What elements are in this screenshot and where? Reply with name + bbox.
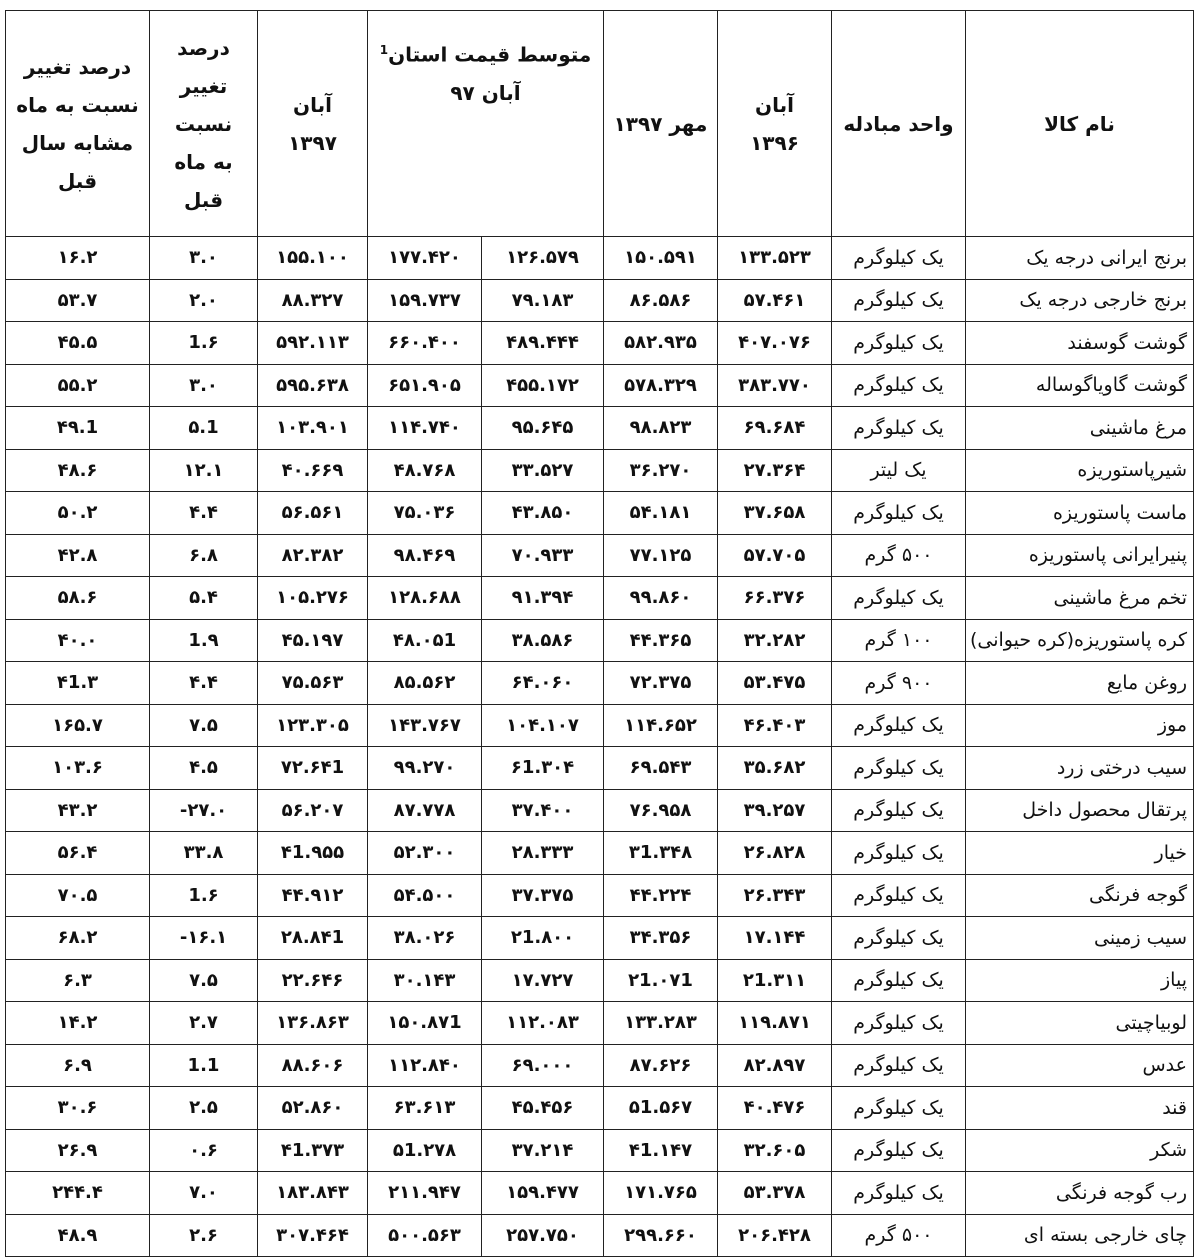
header-aban96 — [718, 11, 832, 237]
cell-name: سیب زمینی — [966, 917, 1194, 960]
header-pct-prev-line1: درصد — [177, 35, 230, 60]
cell-name: پرتقال محصول داخل — [966, 789, 1194, 832]
cell-mehr97: ۸۶.۵۸۶ — [604, 279, 718, 322]
cell-pct-prev: ۴.۴ — [150, 492, 258, 535]
cell-aban96: ۱۱۹.۸۷۱ — [718, 1002, 832, 1045]
cell-avg-high: ۷۵.۰۳۶ — [368, 492, 482, 535]
cell-pct-year: ۲۶.۹ — [6, 1129, 150, 1172]
cell-name: گوجه فرنگی — [966, 874, 1194, 917]
cell-pct-year: ۲۴۴.۴ — [6, 1172, 150, 1215]
cell-mehr97: ۳۴.۳۵۶ — [604, 917, 718, 960]
cell-avg-low: ۱۰۴.۱۰۷ — [482, 704, 604, 747]
cell-unit: یک کیلوگرم — [832, 1172, 966, 1215]
header-avg-title-text: متوسط قیمت استان — [388, 42, 592, 67]
cell-aban97: ۴۵.۱۹۷ — [258, 619, 368, 662]
cell-avg-low: ۶۴.۰۶۰ — [482, 662, 604, 705]
cell-aban97: ۵۹۵.۶۳۸ — [258, 364, 368, 407]
header-pct-prev-line3: نسبت — [174, 111, 233, 136]
cell-mehr97: ۱۷۱.۷۶۵ — [604, 1172, 718, 1215]
cell-aban96: ۶۹.۶۸۴ — [718, 407, 832, 450]
table-row — [6, 534, 1194, 577]
cell-pct-year: ۴۳.۲ — [6, 789, 150, 832]
cell-avg-high: ۱۱۲.۸۴۰ — [368, 1044, 482, 1087]
cell-aban96: ۲۶.۳۴۳ — [718, 874, 832, 917]
cell-pct-prev: ۷.۰ — [150, 1172, 258, 1215]
cell-name: عدس — [966, 1044, 1194, 1087]
cell-pct-year: ۴1.۳ — [6, 662, 150, 705]
cell-pct-prev: ۲.۵ — [150, 1087, 258, 1130]
table-header — [6, 11, 1194, 237]
cell-mehr97: ۴۴.۳۶۵ — [604, 619, 718, 662]
cell-aban96: ۲۰۶.۴۲۸ — [718, 1214, 832, 1257]
cell-unit: یک کیلوگرم — [832, 1087, 966, 1130]
cell-aban97: ۵۹۲.۱۱۳ — [258, 322, 368, 365]
cell-aban97: ۱۳۶.۸۶۳ — [258, 1002, 368, 1045]
cell-unit: یک کیلوگرم — [832, 832, 966, 875]
cell-mehr97: ۹۸.۸۲۳ — [604, 407, 718, 450]
cell-avg-low: ۴۵.۴۵۶ — [482, 1087, 604, 1130]
cell-aban97: ۷۲.۶۴1 — [258, 747, 368, 790]
cell-unit: یک کیلوگرم — [832, 874, 966, 917]
cell-aban96: ۳۹.۲۵۷ — [718, 789, 832, 832]
cell-pct-prev: ۱۲.۱ — [150, 449, 258, 492]
table-row — [6, 1172, 1194, 1215]
header-pct-year-line3: مشابه سال — [21, 130, 134, 155]
cell-pct-prev: ۴.۵ — [150, 747, 258, 790]
cell-avg-high: ۵۴.۵۰۰ — [368, 874, 482, 917]
cell-pct-year: ۱۰۳.۶ — [6, 747, 150, 790]
cell-aban97: ۱۲۳.۳۰۵ — [258, 704, 368, 747]
table-row — [6, 874, 1194, 917]
cell-pct-prev: ۲۷.۰- — [150, 789, 258, 832]
cell-aban97: ۱۰۵.۲۷۶ — [258, 577, 368, 620]
cell-unit: ۵۰۰ گرم — [832, 534, 966, 577]
cell-unit: یک کیلوگرم — [832, 492, 966, 535]
table-row — [6, 704, 1194, 747]
cell-pct-prev: ۲.۷ — [150, 1002, 258, 1045]
cell-pct-prev: ۲.۶ — [150, 1214, 258, 1257]
cell-name: برنج ایرانی درجه یک — [966, 237, 1194, 280]
table-row — [6, 279, 1194, 322]
cell-avg-low: ۶1.۳۰۴ — [482, 747, 604, 790]
table-row — [6, 364, 1194, 407]
cell-pct-year: ۳۰.۶ — [6, 1087, 150, 1130]
cell-pct-year: ۱۶۵.۷ — [6, 704, 150, 747]
cell-name: گوشت گاوياگوساله — [966, 364, 1194, 407]
cell-name: کره پاستوریزه(کره حیوانی) — [966, 619, 1194, 662]
header-aban97-month: آبان — [293, 92, 332, 117]
cell-aban97: ۲۲.۶۴۶ — [258, 959, 368, 1002]
cell-aban96: ۵۳.۳۷۸ — [718, 1172, 832, 1215]
cell-mehr97: ۱۵۰.۵۹۱ — [604, 237, 718, 280]
header-aban97 — [258, 11, 368, 237]
cell-aban97: ۴۰.۶۶۹ — [258, 449, 368, 492]
cell-pct-year: ۴۸.۶ — [6, 449, 150, 492]
cell-avg-high: ۱۵۹.۷۳۷ — [368, 279, 482, 322]
cell-avg-low: ۳۸.۵۸۶ — [482, 619, 604, 662]
cell-unit: یک کیلوگرم — [832, 747, 966, 790]
cell-mehr97: ۸۷.۶۲۶ — [604, 1044, 718, 1087]
header-aban96-month: آبان — [755, 92, 794, 117]
cell-unit: یک کیلوگرم — [832, 704, 966, 747]
price-table — [5, 10, 1194, 1257]
cell-avg-low: ۴۵۵.۱۷۲ — [482, 364, 604, 407]
cell-unit: یک کیلوگرم — [832, 1044, 966, 1087]
cell-unit: ۹۰۰ گرم — [832, 662, 966, 705]
table-row — [6, 449, 1194, 492]
cell-pct-prev: 1.۶ — [150, 874, 258, 917]
cell-avg-low: ۳۳.۵۲۷ — [482, 449, 604, 492]
cell-aban96: ۳۵.۶۸۲ — [718, 747, 832, 790]
cell-mehr97: ۱۳۳.۲۸۳ — [604, 1002, 718, 1045]
cell-unit: یک کیلوگرم — [832, 364, 966, 407]
cell-pct-prev: ۵.۴ — [150, 577, 258, 620]
cell-mehr97: ۲1.۰۷1 — [604, 959, 718, 1002]
cell-avg-low: ۳۷.۴۰۰ — [482, 789, 604, 832]
cell-unit: یک کیلوگرم — [832, 279, 966, 322]
cell-pct-year: ۶.۳ — [6, 959, 150, 1002]
cell-avg-high: ۴۸.۰۵1 — [368, 619, 482, 662]
header-avg-title — [374, 31, 597, 74]
cell-pct-year: ۴۰.۰ — [6, 619, 150, 662]
cell-unit: ۱۰۰ گرم — [832, 619, 966, 662]
cell-avg-high: ۵1.۲۷۸ — [368, 1129, 482, 1172]
header-mehr97: مهر ۱۳۹۷ — [604, 11, 718, 237]
cell-aban97: ۱۰۳.۹۰۱ — [258, 407, 368, 450]
cell-avg-high: ۹۹.۲۷۰ — [368, 747, 482, 790]
cell-mehr97: ۹۹.۸۶۰ — [604, 577, 718, 620]
cell-avg-low: ۷۰.۹۳۳ — [482, 534, 604, 577]
cell-name: روغن مایع — [966, 662, 1194, 705]
table-row — [6, 1129, 1194, 1172]
cell-name: مرغ ماشینی — [966, 407, 1194, 450]
cell-aban96: ۲۶.۸۲۸ — [718, 832, 832, 875]
table-row — [6, 407, 1194, 450]
header-pct-prev-line2: تغییر — [179, 73, 228, 98]
cell-avg-low: ۳۷.۳۷۵ — [482, 874, 604, 917]
cell-aban96: ۲1.۳۱۱ — [718, 959, 832, 1002]
cell-pct-year: ۵۵.۲ — [6, 364, 150, 407]
cell-avg-low: ۴۸۹.۴۴۴ — [482, 322, 604, 365]
header-name: نام کالا — [966, 11, 1194, 237]
cell-aban97: ۵۲.۸۶۰ — [258, 1087, 368, 1130]
cell-pct-year: ۵۰.۲ — [6, 492, 150, 535]
cell-pct-prev: ۶.۸ — [150, 534, 258, 577]
cell-mehr97: ۷۲.۳۷۵ — [604, 662, 718, 705]
cell-avg-low: ۲1.۸۰۰ — [482, 917, 604, 960]
cell-name: برنج خارجی درجه یک — [966, 279, 1194, 322]
cell-pct-prev: 1.1 — [150, 1044, 258, 1087]
header-pct-year — [6, 11, 150, 237]
header-avg-price — [368, 11, 604, 237]
cell-unit: یک کیلوگرم — [832, 1129, 966, 1172]
table-row — [6, 322, 1194, 365]
cell-avg-high: ۲۱۱.۹۴۷ — [368, 1172, 482, 1215]
cell-aban97: ۵۶.۲۰۷ — [258, 789, 368, 832]
cell-name: رب گوجه فرنگی — [966, 1172, 1194, 1215]
table-body — [6, 237, 1194, 1257]
cell-avg-high: ۱۵۰.۸۷1 — [368, 1002, 482, 1045]
table-row — [6, 789, 1194, 832]
cell-pct-prev: ۳۳.۸ — [150, 832, 258, 875]
table-row — [6, 747, 1194, 790]
cell-name: ماست پاستوریزه — [966, 492, 1194, 535]
table-row — [6, 1214, 1194, 1257]
cell-aban96: ۴۰.۴۷۶ — [718, 1087, 832, 1130]
cell-name: پنیرایرانی پاستوریزه — [966, 534, 1194, 577]
cell-pct-prev: ۳.۰ — [150, 364, 258, 407]
cell-pct-year: ۵۳.۷ — [6, 279, 150, 322]
cell-pct-year: ۷۰.۵ — [6, 874, 150, 917]
header-avg-sub: آبان ۹۷ — [450, 80, 521, 105]
cell-avg-high: ۶۳.۶۱۳ — [368, 1087, 482, 1130]
cell-name: پیاز — [966, 959, 1194, 1002]
cell-aban96: ۲۷.۳۶۴ — [718, 449, 832, 492]
cell-avg-high: ۵۲.۳۰۰ — [368, 832, 482, 875]
cell-name: موز — [966, 704, 1194, 747]
cell-unit: یک کیلوگرم — [832, 917, 966, 960]
cell-mehr97: ۵۴.۱۸۱ — [604, 492, 718, 535]
cell-avg-high: ۱۱۴.۷۴۰ — [368, 407, 482, 450]
cell-avg-high: ۶۵۱.۹۰۵ — [368, 364, 482, 407]
cell-pct-prev: 1.۶ — [150, 322, 258, 365]
cell-avg-low: ۲۵۷.۷۵۰ — [482, 1214, 604, 1257]
cell-aban97: ۴1.۹۵۵ — [258, 832, 368, 875]
cell-aban96: ۳۲.۲۸۲ — [718, 619, 832, 662]
cell-mehr97: ۴۴.۲۲۴ — [604, 874, 718, 917]
cell-mehr97: ۶۹.۵۴۳ — [604, 747, 718, 790]
cell-unit: یک لیتر — [832, 449, 966, 492]
cell-pct-prev: ۷.۵ — [150, 959, 258, 1002]
cell-aban96: ۵۷.۴۶۱ — [718, 279, 832, 322]
cell-mehr97: ۷۷.۱۲۵ — [604, 534, 718, 577]
cell-aban96: ۵۷.۷۰۵ — [718, 534, 832, 577]
cell-mehr97: ۷۶.۹۵۸ — [604, 789, 718, 832]
cell-name: قند — [966, 1087, 1194, 1130]
cell-avg-low: ۲۸.۳۳۳ — [482, 832, 604, 875]
cell-aban96: ۱۳۳.۵۲۳ — [718, 237, 832, 280]
cell-pct-prev: ۳.۰ — [150, 237, 258, 280]
cell-pct-year: ۴۹.1 — [6, 407, 150, 450]
cell-unit: یک کیلوگرم — [832, 1002, 966, 1045]
cell-mehr97: ۵1.۵۶۷ — [604, 1087, 718, 1130]
header-pct-year-line4: قبل — [57, 168, 98, 193]
header-aban96-year: ۱۳۹۶ — [750, 130, 799, 155]
cell-aban96: ۳۸۳.۷۷۰ — [718, 364, 832, 407]
cell-name: لوبیاچیتی — [966, 1002, 1194, 1045]
table-row — [6, 917, 1194, 960]
cell-aban97: ۷۵.۵۶۳ — [258, 662, 368, 705]
cell-aban97: ۴۴.۹۱۲ — [258, 874, 368, 917]
header-pct-year-line2: نسبت به ماه — [16, 92, 139, 117]
cell-pct-prev: ۱۶.۱- — [150, 917, 258, 960]
header-pct-year-line1: درصد تغییر — [23, 54, 132, 79]
cell-mehr97: ۳۶.۲۷۰ — [604, 449, 718, 492]
table-row — [6, 619, 1194, 662]
cell-pct-year: ۵۸.۶ — [6, 577, 150, 620]
cell-pct-year: ۴۸.۹ — [6, 1214, 150, 1257]
cell-aban97: ۵۶.۵۶۱ — [258, 492, 368, 535]
cell-pct-prev: 1.۹ — [150, 619, 258, 662]
cell-avg-low: ۳۷.۲۱۴ — [482, 1129, 604, 1172]
cell-name: شکر — [966, 1129, 1194, 1172]
cell-unit: یک کیلوگرم — [832, 789, 966, 832]
cell-pct-year: ۶۸.۲ — [6, 917, 150, 960]
cell-avg-high: ۱۷۷.۴۲۰ — [368, 237, 482, 280]
cell-aban97: ۸۲.۳۸۲ — [258, 534, 368, 577]
cell-aban97: ۴1.۳۷۳ — [258, 1129, 368, 1172]
cell-unit: یک کیلوگرم — [832, 322, 966, 365]
cell-aban96: ۴۰۷.۰۷۶ — [718, 322, 832, 365]
cell-aban96: ۵۳.۴۷۵ — [718, 662, 832, 705]
cell-avg-high: ۸۷.۷۷۸ — [368, 789, 482, 832]
cell-aban96: ۸۲.۸۹۷ — [718, 1044, 832, 1087]
cell-aban96: ۳۷.۶۵۸ — [718, 492, 832, 535]
cell-pct-year: ۴۵.۵ — [6, 322, 150, 365]
cell-pct-prev: ۷.۵ — [150, 704, 258, 747]
table-row — [6, 577, 1194, 620]
cell-aban96: ۴۶.۴۰۳ — [718, 704, 832, 747]
cell-aban97: ۸۸.۳۲۷ — [258, 279, 368, 322]
cell-avg-low: ۱۷.۷۲۷ — [482, 959, 604, 1002]
cell-unit: یک کیلوگرم — [832, 959, 966, 1002]
cell-aban97: ۱۸۳.۸۴۳ — [258, 1172, 368, 1215]
cell-aban97: ۸۸.۶۰۶ — [258, 1044, 368, 1087]
cell-name: تخم مرغ ماشینی — [966, 577, 1194, 620]
table-row — [6, 1044, 1194, 1087]
cell-avg-high: ۱۴۳.۷۶۷ — [368, 704, 482, 747]
cell-mehr97: ۳1.۳۴۸ — [604, 832, 718, 875]
cell-avg-high: ۱۲۸.۶۸۸ — [368, 577, 482, 620]
header-aban97-year: ۱۳۹۷ — [288, 130, 337, 155]
cell-pct-prev: ۴.۴ — [150, 662, 258, 705]
table-row — [6, 1002, 1194, 1045]
header-pct-prev-line4: به ماه — [174, 149, 233, 174]
cell-avg-low: ۷۹.۱۸۳ — [482, 279, 604, 322]
cell-aban97: ۳۰۷.۴۶۴ — [258, 1214, 368, 1257]
cell-unit: ۵۰۰ گرم — [832, 1214, 966, 1257]
cell-avg-high: ۹۸.۴۶۹ — [368, 534, 482, 577]
table-row — [6, 832, 1194, 875]
table-row — [6, 1087, 1194, 1130]
header-pct-prev-line5: قبل — [183, 187, 224, 212]
cell-pct-year: ۴۲.۸ — [6, 534, 150, 577]
cell-pct-year: ۱۴.۲ — [6, 1002, 150, 1045]
cell-aban96: ۱۷.۱۴۴ — [718, 917, 832, 960]
cell-avg-low: ۶۹.۰۰۰ — [482, 1044, 604, 1087]
cell-aban97: ۱۵۵.۱۰۰ — [258, 237, 368, 280]
cell-mehr97: ۱۱۴.۶۵۲ — [604, 704, 718, 747]
cell-avg-high: ۵۰۰.۵۶۳ — [368, 1214, 482, 1257]
cell-avg-high: ۳۰.۱۴۳ — [368, 959, 482, 1002]
cell-pct-year: ۵۶.۴ — [6, 832, 150, 875]
header-pct-prev — [150, 11, 258, 237]
cell-name: گوشت گوسفند — [966, 322, 1194, 365]
table-row — [6, 492, 1194, 535]
price-table-container — [5, 10, 1193, 1257]
cell-pct-year: ۶.۹ — [6, 1044, 150, 1087]
cell-aban96: ۶۶.۳۷۶ — [718, 577, 832, 620]
cell-name: سیب درختی زرد — [966, 747, 1194, 790]
cell-mehr97: ۲۹۹.۶۶۰ — [604, 1214, 718, 1257]
cell-avg-low: ۱۱۲.۰۸۳ — [482, 1002, 604, 1045]
cell-mehr97: ۴1.۱۴۷ — [604, 1129, 718, 1172]
cell-mehr97: ۵۸۲.۹۳۵ — [604, 322, 718, 365]
cell-pct-prev: ۵.1 — [150, 407, 258, 450]
table-row — [6, 662, 1194, 705]
cell-avg-high: ۳۸.۰۲۶ — [368, 917, 482, 960]
cell-unit: یک کیلوگرم — [832, 237, 966, 280]
table-row — [6, 959, 1194, 1002]
cell-pct-year: ۱۶.۲ — [6, 237, 150, 280]
cell-pct-prev: ۰.۶ — [150, 1129, 258, 1172]
cell-avg-low: ۴۳.۸۵۰ — [482, 492, 604, 535]
cell-name: چای خارجی بسته ای — [966, 1214, 1194, 1257]
cell-avg-low: ۱۵۹.۴۷۷ — [482, 1172, 604, 1215]
header-unit: واحد مبادله — [832, 11, 966, 237]
cell-avg-high: ۶۶۰.۴۰۰ — [368, 322, 482, 365]
cell-unit: یک کیلوگرم — [832, 407, 966, 450]
cell-avg-high: ۸۵.۵۶۲ — [368, 662, 482, 705]
table-row — [6, 237, 1194, 280]
cell-pct-prev: ۲.۰ — [150, 279, 258, 322]
cell-unit: یک کیلوگرم — [832, 577, 966, 620]
cell-aban97: ۲۸.۸۴1 — [258, 917, 368, 960]
cell-avg-low: ۱۲۶.۵۷۹ — [482, 237, 604, 280]
cell-avg-low: ۹۱.۳۹۴ — [482, 577, 604, 620]
cell-name: خیار — [966, 832, 1194, 875]
cell-mehr97: ۵۷۸.۳۲۹ — [604, 364, 718, 407]
cell-avg-high: ۴۸.۷۶۸ — [368, 449, 482, 492]
cell-avg-low: ۹۵.۶۴۵ — [482, 407, 604, 450]
cell-name: شیرپاستوریزه — [966, 449, 1194, 492]
header-avg-footnote: 1 — [379, 43, 389, 57]
cell-aban96: ۳۲.۶۰۵ — [718, 1129, 832, 1172]
